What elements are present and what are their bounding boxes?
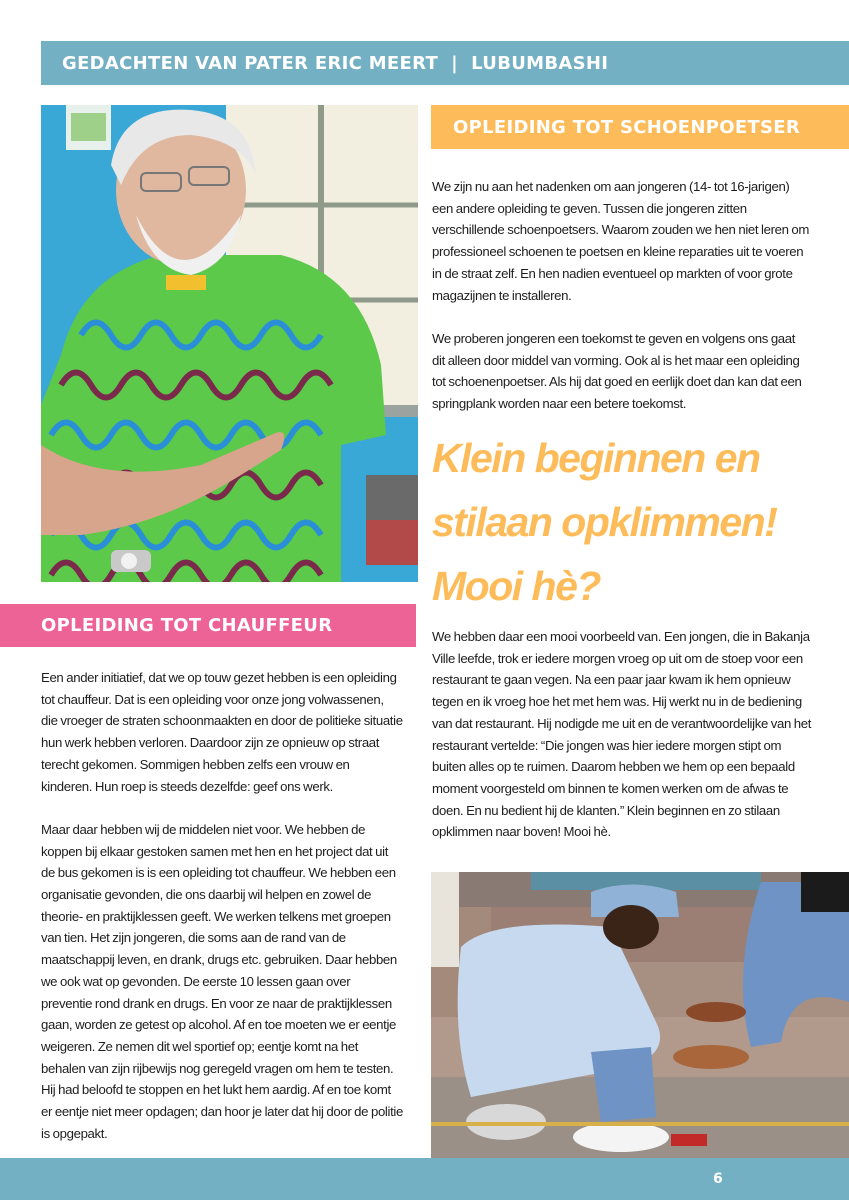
chauffeur-paragraph-2: Maar daar hebben wij de middelen niet voor. We hebben de koppen bij elkaar gestoken samen met hen en het project dat uit de bus gekomen is is een opleiding tot chauffeur. We hebben een organisatie gevonden, die ons daarbij wil helpen en zowel de theorie- en praktijklessen geeft. We werken telkens met groepen van tien. Het zijn jongeren, die soms aan de rand van de maatschappij leven, en drank, drugs etc. gebruiken. Daar hebben we ook wat op gevonden. De eerste 10 lessen gaan over preventie rond drank en drugs. En voor ze naar de praktijklessen gaan, worden ze getest op alcohol. Af en toe moeten we er eentje weigeren. Ze nemen dit wel sportief op; eentje komt na het behalen van zijn rijbewijs nog geregeld vragen om hem te testen. Hij had beloofd te stoppen en het lukt hem aardig. Af en toe komt er eentje niet meer opdagen; dan hoor je later dat hij door de politie is opgepakt.: [41, 821, 403, 1141]
page-footer-bar: [0, 1158, 849, 1200]
page-header-title: GEDACHTEN VAN PATER ERIC MEERT | LUBUMBASHI: [62, 52, 609, 74]
shoeshine-photo-illustration: [431, 872, 849, 1158]
shoeshine-photo: [431, 872, 849, 1158]
page-header-bar: [41, 41, 849, 85]
story-paragraph: We hebben daar een mooi voorbeeld van. Een jongen, die in Bakanja Ville leefde, trok er iedere morgen vroeg op uit om de stoep voor een restaurant te gaan vegen. Na een paar jaar kwam ik hem opnieuw tegen en ik vroeg hoe het met hem was. Hij werkt nu in de bediening van dat restaurant. Hij nodigde me uit en de verantwoordelijke van het restaurant vertelde: “Die jongen was hier iedere morgen stipt om buiten alles op te ruimen. Daarom hebben we hem op een bepaald moment voorgesteld om binnen te komen werken om de afwas te doen. En nu bedient hij de klanten.” Klein beginnen en zo stilaan opklimmen naar boven! Mooi hè.: [432, 629, 812, 840]
schoenpoetser-body: [432, 176, 810, 415]
chauffeur-paragraph-1: Een ander initiatief, dat we op touw gezet hebben is een opleiding tot chauffeur. Dat is een opleiding voor onze jong volwassenen, die vroeger de straten schoonmaakten en door de politieke situatie hun werk hebben verloren. Daardoor zijn ze opnieuw op straat terecht gekomen. Sommigen hebben zelfs een vrouw en kinderen. Hun roep is steeds dezelfde: geef ons werk.: [41, 670, 403, 794]
section-heading-schoenpoetser: [431, 105, 849, 149]
schoenpoetser-paragraph-2: We proberen jongeren een toekomst te geven en volgens ons gaat dit alleen door middel van vorming. Ook al is het maar een opleiding tot schoenenpoetser. Als hij dat goed en eerlijk doet dan kan dat een springplank worden naar een betere toekomst.: [432, 330, 802, 412]
section-heading-schoenpoetser-text: OPLEIDING TOT SCHOENPOETSER: [453, 116, 801, 138]
page-number: 6: [712, 1171, 723, 1187]
chauffeur-body: [41, 667, 403, 1144]
section-heading-chauffeur: [0, 604, 416, 647]
section-heading-chauffeur-text: OPLEIDING TOT CHAUFFEUR: [41, 615, 333, 636]
story-body: [432, 626, 812, 843]
portrait-photo-illustration: [41, 105, 418, 582]
portrait-photo: [41, 105, 418, 582]
pull-quote: Klein beginnen en stilaan opklimmen! Mooi hè?: [432, 435, 777, 609]
schoenpoetser-paragraph-1: We zijn nu aan het nadenken om aan jongeren (14- tot 16-jarigen) een andere opleiding te geven. Tussen die jongeren zitten verschillende schoenpoetsers. Waarom zouden we hen niet leren om professioneel schoenen te poetsen en kleine reparaties uit te voeren in de straat zelf. En hen nadien eventueel op markten of voor grote magazijnen te installeren.: [432, 179, 810, 303]
